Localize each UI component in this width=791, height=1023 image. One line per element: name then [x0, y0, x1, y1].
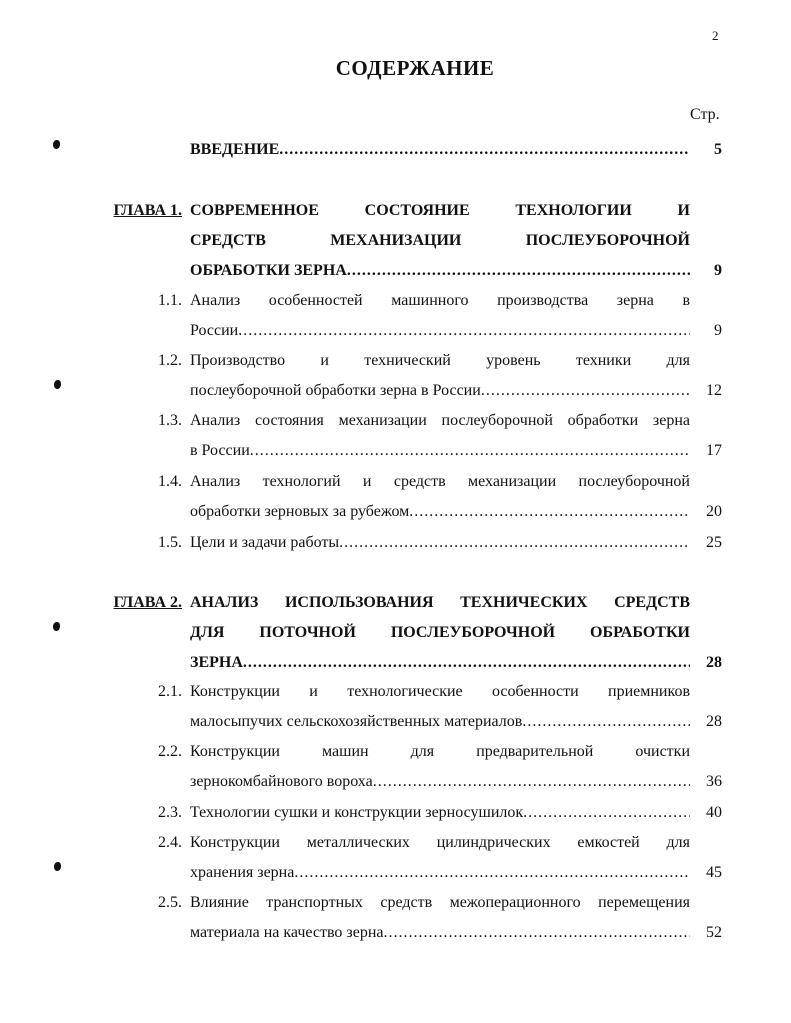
toc-entry-text: малосыпучих сельскохозяйственных материалов	[190, 713, 523, 730]
dot-leader	[373, 767, 690, 797]
toc-entry-number: 1.4.	[158, 473, 182, 490]
toc-entry-line	[190, 528, 690, 558]
toc-entry-line: Анализ технологий и средств механизации послеуборочной	[190, 473, 690, 490]
toc-entry-text: в России	[190, 442, 250, 459]
toc-entry-page: 36	[706, 773, 722, 790]
dot-leader	[481, 376, 690, 406]
page-number: 2	[712, 28, 719, 43]
toc-entry-page: 52	[706, 924, 722, 941]
dot-leader	[409, 497, 690, 527]
dot-leader	[279, 135, 690, 165]
toc-entry-page: 9	[714, 262, 722, 279]
page-column-header: Стр.	[690, 106, 720, 123]
toc-entry-number: 1.5.	[158, 534, 182, 551]
toc-entry-line: АНАЛИЗ ИСПОЛЬЗОВАНИЯ ТЕХНИЧЕСКИХ СРЕДСТВ	[190, 594, 690, 611]
toc-entry-number: 2.3.	[158, 804, 182, 821]
toc-entry-line: СРЕДСТВ МЕХАНИЗАЦИИ ПОСЛЕУБОРОЧНОЙ	[190, 232, 690, 249]
toc-entry-line: ДЛЯ ПОТОЧНОЙ ПОСЛЕУБОРОЧНОЙ ОБРАБОТКИ	[190, 624, 690, 641]
toc-entry-line: Влияние транспортных средств межоперационного перемещения	[190, 894, 690, 911]
toc-entry-number: 2.5.	[158, 894, 182, 911]
toc-entry-line: Конструкции машин для предварительной очистки	[190, 743, 690, 760]
toc-entry-page: 9	[714, 322, 722, 339]
dot-leader	[522, 707, 690, 737]
toc-entry-text: России	[190, 322, 239, 339]
toc-entry-text: послеуборочной обработки зерна в России	[190, 382, 481, 399]
dot-leader	[347, 256, 690, 286]
toc-entry-line: Конструкции и технологические особенности приемников	[190, 683, 690, 700]
toc-entry-line	[190, 707, 690, 737]
toc-entry-line: Конструкции металлических цилиндрических емкостей для	[190, 834, 690, 851]
dot-leader	[250, 436, 690, 466]
dot-leader	[384, 918, 690, 948]
toc-entry-text: ВВЕДЕНИЕ	[190, 141, 280, 158]
toc-entry-line	[190, 858, 690, 888]
toc-entry-line	[190, 376, 690, 406]
toc-entry-text: Цели и задачи работы	[190, 534, 340, 551]
toc-entry-line: Анализ состояния механизации послеуборочной обработки зерна	[190, 412, 690, 429]
toc-entry-number: 1.3.	[158, 412, 182, 429]
toc-entry-page: 45	[706, 864, 722, 881]
toc-entry-number: ГЛАВА 1.	[113, 202, 182, 219]
toc-entry-page: 20	[706, 503, 722, 520]
toc-entry-number: 2.2.	[158, 743, 182, 760]
toc-entry-line	[190, 798, 690, 828]
dot-leader	[238, 316, 690, 346]
toc-entry-page: 28	[706, 654, 722, 671]
toc-entry-text: ОБРАБОТКИ ЗЕРНА	[190, 262, 347, 279]
dot-leader	[523, 798, 690, 828]
dot-leader	[339, 528, 690, 558]
toc-entry-text: Технологии сушки и конструкции зерносушилок	[190, 804, 524, 821]
toc-entry-text: ЗЕРНА	[190, 654, 243, 671]
toc-entry-page: 28	[706, 713, 722, 730]
toc-entry-page: 17	[706, 442, 722, 459]
dot-leader	[294, 858, 690, 888]
toc-entry-line	[190, 316, 690, 346]
toc-entry-number: 1.2.	[158, 352, 182, 369]
scan-mark	[53, 140, 60, 149]
scan-mark	[53, 622, 60, 631]
toc-entry-line: Производство и технический уровень техники для	[190, 352, 690, 369]
toc-entry-page: 40	[706, 804, 722, 821]
scan-mark	[54, 380, 61, 389]
toc-entry-number: 2.4.	[158, 834, 182, 851]
toc-entry-page: 25	[706, 534, 722, 551]
toc-entry-line: СОВРЕМЕННОЕ СОСТОЯНИЕ ТЕХНОЛОГИИ И	[190, 202, 690, 219]
toc-entry-page: 12	[706, 382, 722, 399]
toc-entry-line	[190, 648, 690, 678]
toc-entry-line	[190, 497, 690, 527]
toc-entry-text: хранения зерна	[190, 864, 295, 881]
toc-entry-line	[190, 436, 690, 466]
toc-entry-number: ГЛАВА 2.	[113, 594, 182, 611]
toc-entry-number: 1.1.	[158, 292, 182, 309]
toc-entry-text: зернокомбайнового вороха	[190, 773, 373, 790]
dot-leader	[243, 648, 690, 678]
toc-entry-number: 2.1.	[158, 683, 182, 700]
toc-entry-text: материала на качество зерна	[190, 924, 384, 941]
scan-mark	[54, 862, 61, 871]
toc-entry-line	[190, 135, 690, 165]
page-title: СОДЕРЖАНИЕ	[335, 56, 495, 80]
toc-entry-line	[190, 767, 690, 797]
toc-entry-line	[190, 256, 690, 286]
toc-entry-page: 5	[714, 141, 722, 158]
toc-entry-line: Анализ особенностей машинного производства зерна в	[190, 292, 690, 309]
toc-entry-text: обработки зерновых за рубежом	[190, 503, 410, 520]
toc-entry-line	[190, 918, 690, 948]
